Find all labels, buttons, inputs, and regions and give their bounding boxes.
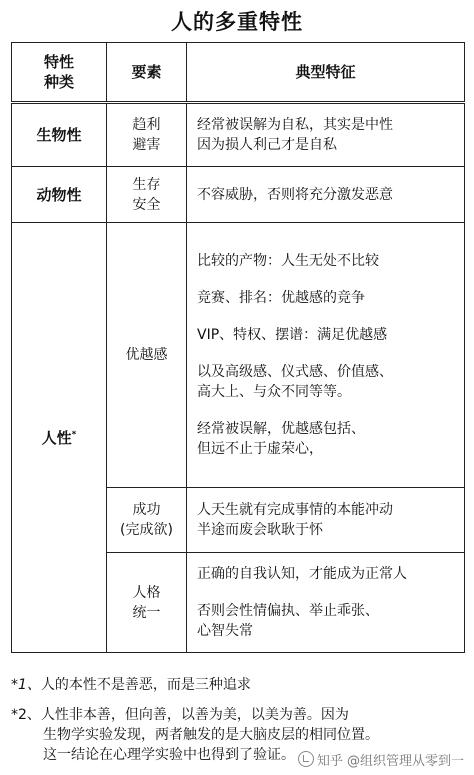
page-title: 人的多重特性 [171, 10, 303, 34]
header-category: 特性 种类 [12, 43, 107, 103]
feature-animal: 不容威胁，否则将充分激发恶意 [187, 167, 465, 223]
traits-table [11, 42, 465, 653]
table-header-row [12, 43, 465, 103]
header-element: 要素 [107, 43, 187, 103]
zhihu-logo-icon [298, 751, 314, 767]
category-human: 人性* [12, 223, 107, 653]
category-biological: 生物性 [12, 103, 107, 167]
element-success: 成功 (完成欲) [107, 488, 187, 553]
feature-success: 人天生就有完成事情的本能冲动 半途而废会耿耿于怀 [187, 488, 465, 553]
feature-biological: 经常被误解为自私，其实是中性 因为损人利己才是自私 [187, 103, 465, 167]
table-row-superiority [12, 223, 465, 488]
feature-superiority: 比较的产物：人生无处不比较 竞赛、排名：优越感的竞争 VIP、特权、摆谱：满足优越感 以及高级感、仪式感、价值感、 高大上、与众不同等等。 经常被误解，优越感包括、 但远不止于虚荣心， [187, 223, 465, 488]
header-feature: 典型特征 [187, 43, 465, 103]
table-row-biological [12, 103, 465, 167]
element-integrity: 人格 统一 [107, 553, 187, 653]
category-animal: 动物性 [12, 167, 107, 223]
element-biological: 趋利 避害 [107, 103, 187, 167]
element-animal: 生存 安全 [107, 167, 187, 223]
watermark: 知乎 @组织管理从零到一 [298, 750, 464, 769]
footnote-mark: * [71, 429, 77, 440]
feature-integrity: 正确的自我认知，才能成为正常人 否则会性情偏执、举止乖张、 心智失常 [187, 553, 465, 653]
table-row-animal [12, 167, 465, 223]
footnote-1: *1、人的本性不是善恶，而是三种追求 [11, 677, 251, 693]
element-superiority: 优越感 [107, 223, 187, 488]
footnote-2: *2、人性非本善，但向善，以善为美，以美为善。因为 生物学实验发现，两者触发的是大脑皮层的相同位置。 这一结论在心理学实验中也得到了验证。 [11, 707, 379, 763]
